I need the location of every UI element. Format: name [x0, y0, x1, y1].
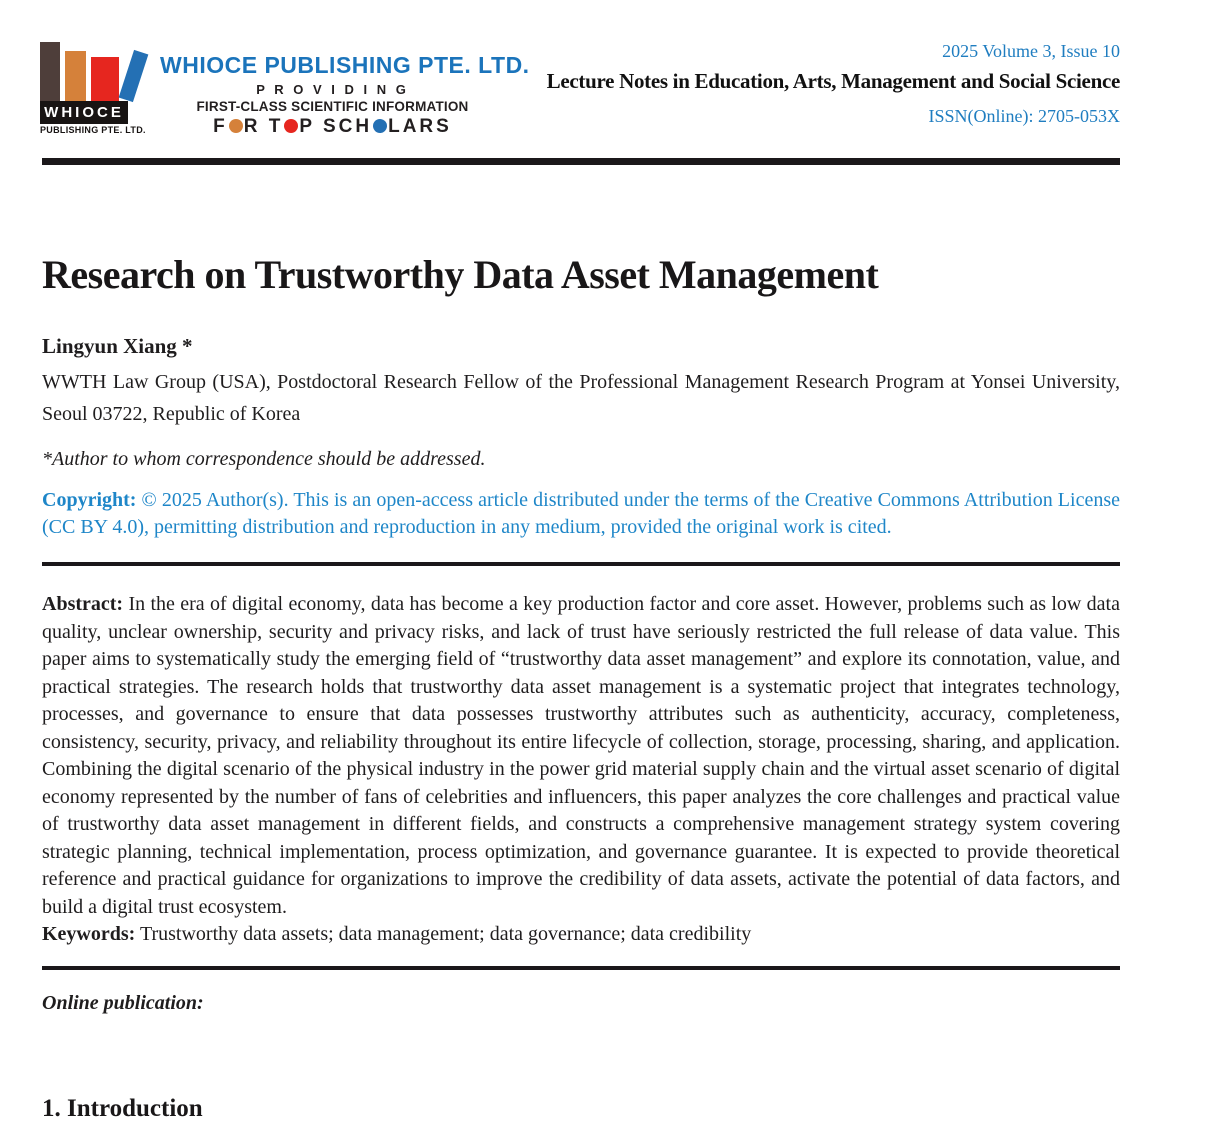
scholars-seg-4: LARS: [388, 116, 452, 137]
copyright-divider: [42, 562, 1120, 566]
book-bar-red-icon: [91, 57, 119, 101]
article-content: [42, 251, 1120, 1123]
book-bar-orange-icon: [65, 51, 86, 101]
book-bar-blue-icon: [119, 50, 149, 102]
red-o-dot-icon: [284, 119, 298, 133]
volume-issue-line: 2025 Volume 3, Issue 10: [942, 41, 1120, 61]
publisher-tagline-scholars: [160, 116, 505, 138]
blue-o-dot-icon: [373, 119, 387, 133]
article-title: Research on Trustworthy Data Asset Management: [42, 252, 879, 297]
scholars-seg-1: F: [213, 116, 228, 137]
journal-header: [0, 0, 1205, 158]
publisher-tagline-firstclass: FIRST-CLASS SCIENTIFIC INFORMATION: [196, 99, 469, 114]
issn-line: ISSN(Online): 2705-053X: [928, 106, 1120, 126]
author-affiliation: WWTH Law Group (USA), Postdoctoral Research Fellow of the Professional Management Research Program at Yonsei University, Seoul 03722, Republic of Korea: [42, 371, 1120, 425]
publisher-name: WHIOCE PUBLISHING PTE. LTD.: [160, 52, 530, 78]
abstract-paragraph: [42, 591, 1120, 921]
section-1-heading: 1. Introduction: [42, 1094, 203, 1122]
author-name: Lingyun Xiang *: [42, 334, 193, 358]
publisher-logo: [40, 40, 530, 138]
keywords-divider: [42, 966, 1120, 970]
books-logo-icon: [40, 40, 150, 136]
online-publication-label: Online publication:: [42, 991, 204, 1014]
journal-name: Lecture Notes in Education, Arts, Management and Social Science: [546, 69, 1120, 93]
abstract-text: In the era of digital economy, data has become a key production factor and core asset. However, problems such as low data quality, unclear ownership, security and privacy risks, and lack of trust have seriously restricted the full release of data value. This paper aims to systematically study the emerging field of “trustworthy data asset management” and explore its connotation, value, and practical strategies. The research holds that trustworthy data asset management is a systematic project that integrates technology, processes, and governance to ensure that data possesses trustworthy attributes such as authenticity, accuracy, completeness, consistency, security, privacy, and reliability throughout its entire lifecycle of collection, storage, processing, sharing, and application. Combining the digital scenario of the physical industry in the power grid material supply chain and the virtual asset scenario of digital economy represented by the number of fans of celebrities and influencers, this paper analyzes the core challenges and practical value of trustworthy data asset management in different fields, and constructs a comprehensive management strategy system covering strategic planning, technical implementation, process optimization, and governance guarantee. It is expected to provide theoretical reference and practical guidance for organizations to improve the credibility of data assets, activate the potential of data factors, and build a digital trust ecosystem.: [42, 593, 1120, 918]
publisher-tagline-providing: P R O V I D I N G: [256, 82, 409, 97]
keywords-line: [42, 921, 1120, 949]
abstract-label: Abstract:: [42, 593, 124, 615]
keywords-label: Keywords:: [42, 923, 136, 945]
scholars-seg-3: P SCH: [299, 116, 373, 137]
copyright-notice: [42, 487, 1120, 541]
logo-wordmark-box: WHIOCE: [40, 101, 128, 124]
journal-info: [547, 42, 1120, 125]
book-bar-brown-icon: [40, 42, 60, 101]
keywords-text: Trustworthy data assets; data management; data governance; data credibility: [135, 923, 752, 945]
correspondence-note: *Author to whom correspondence should be addressed.: [42, 448, 486, 470]
publisher-logo-text: [160, 40, 530, 138]
scholars-seg-2: R T: [243, 116, 284, 137]
logo-wordmark-sublabel: PUBLISHING PTE. LTD.: [40, 125, 146, 135]
orange-o-dot-icon: [229, 119, 243, 133]
header-divider: [42, 158, 1120, 165]
copyright-text: © 2025 Author(s). This is an open-access article distributed under the terms of the Creative Commons Attribution License (CC BY 4.0), permitting distribution and reproduction in any medium, provided the original work is cited.: [42, 489, 1120, 538]
copyright-label: Copyright:: [42, 489, 137, 511]
